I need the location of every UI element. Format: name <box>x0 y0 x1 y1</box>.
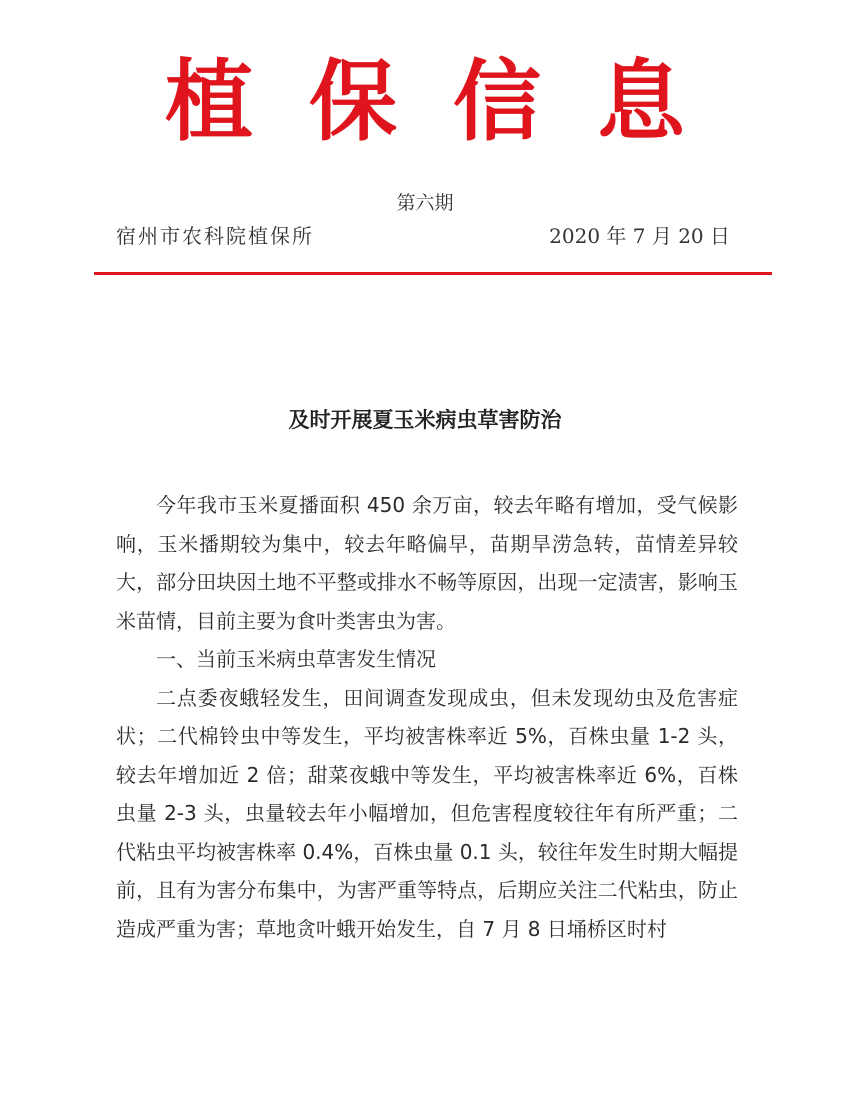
publish-date: 2020 年 7 月 20 日 <box>549 224 730 248</box>
header-divider <box>94 272 772 275</box>
article-body <box>116 486 738 948</box>
section-heading: 一、当前玉米病虫草害发生情况 <box>156 647 436 671</box>
paragraph-situation: 二点委夜蛾轻发生，田间调查发现成虫，但未发现幼虫及危害症状；二代棉铃虫中等发生，平均被害株率近 5%，百株虫量 1-2 头，较去年增加近 2 倍；甜菜夜蛾中等发生，平均被害株率近 6%，百株虫量 2-3 头，虫量较去年小幅增加，但危害程度较往年有所严重；二代粘虫平均被害株率 0.4%，百株虫量 0.1 头，较往年发生时期大幅提前，且有为害分布集中，为害严重等特点，后期应关注二代粘虫，防止造成严重为害；草地贪叶蛾开始发生，自 7 月 8 日埇桥区时村 <box>116 685 738 941</box>
article-title: 及时开展夏玉米病虫草害防治 <box>288 408 562 432</box>
organization: 宿州市农科院植保所 <box>116 224 314 248</box>
masthead-title: 植保信息 <box>164 50 741 153</box>
paragraph-intro: 今年我市玉米夏播面积 450 余万亩，较去年略有增加，受气候影响，玉米播期较为集中，较去年略偏早，苗期旱涝急转，苗情差异较大，部分田块因土地不平整或排水不畅等原因，出现一定渍害，影响玉米苗情，目前主要为食叶类害虫为害。 <box>116 493 738 633</box>
issue-number: 第六期 <box>396 192 454 214</box>
